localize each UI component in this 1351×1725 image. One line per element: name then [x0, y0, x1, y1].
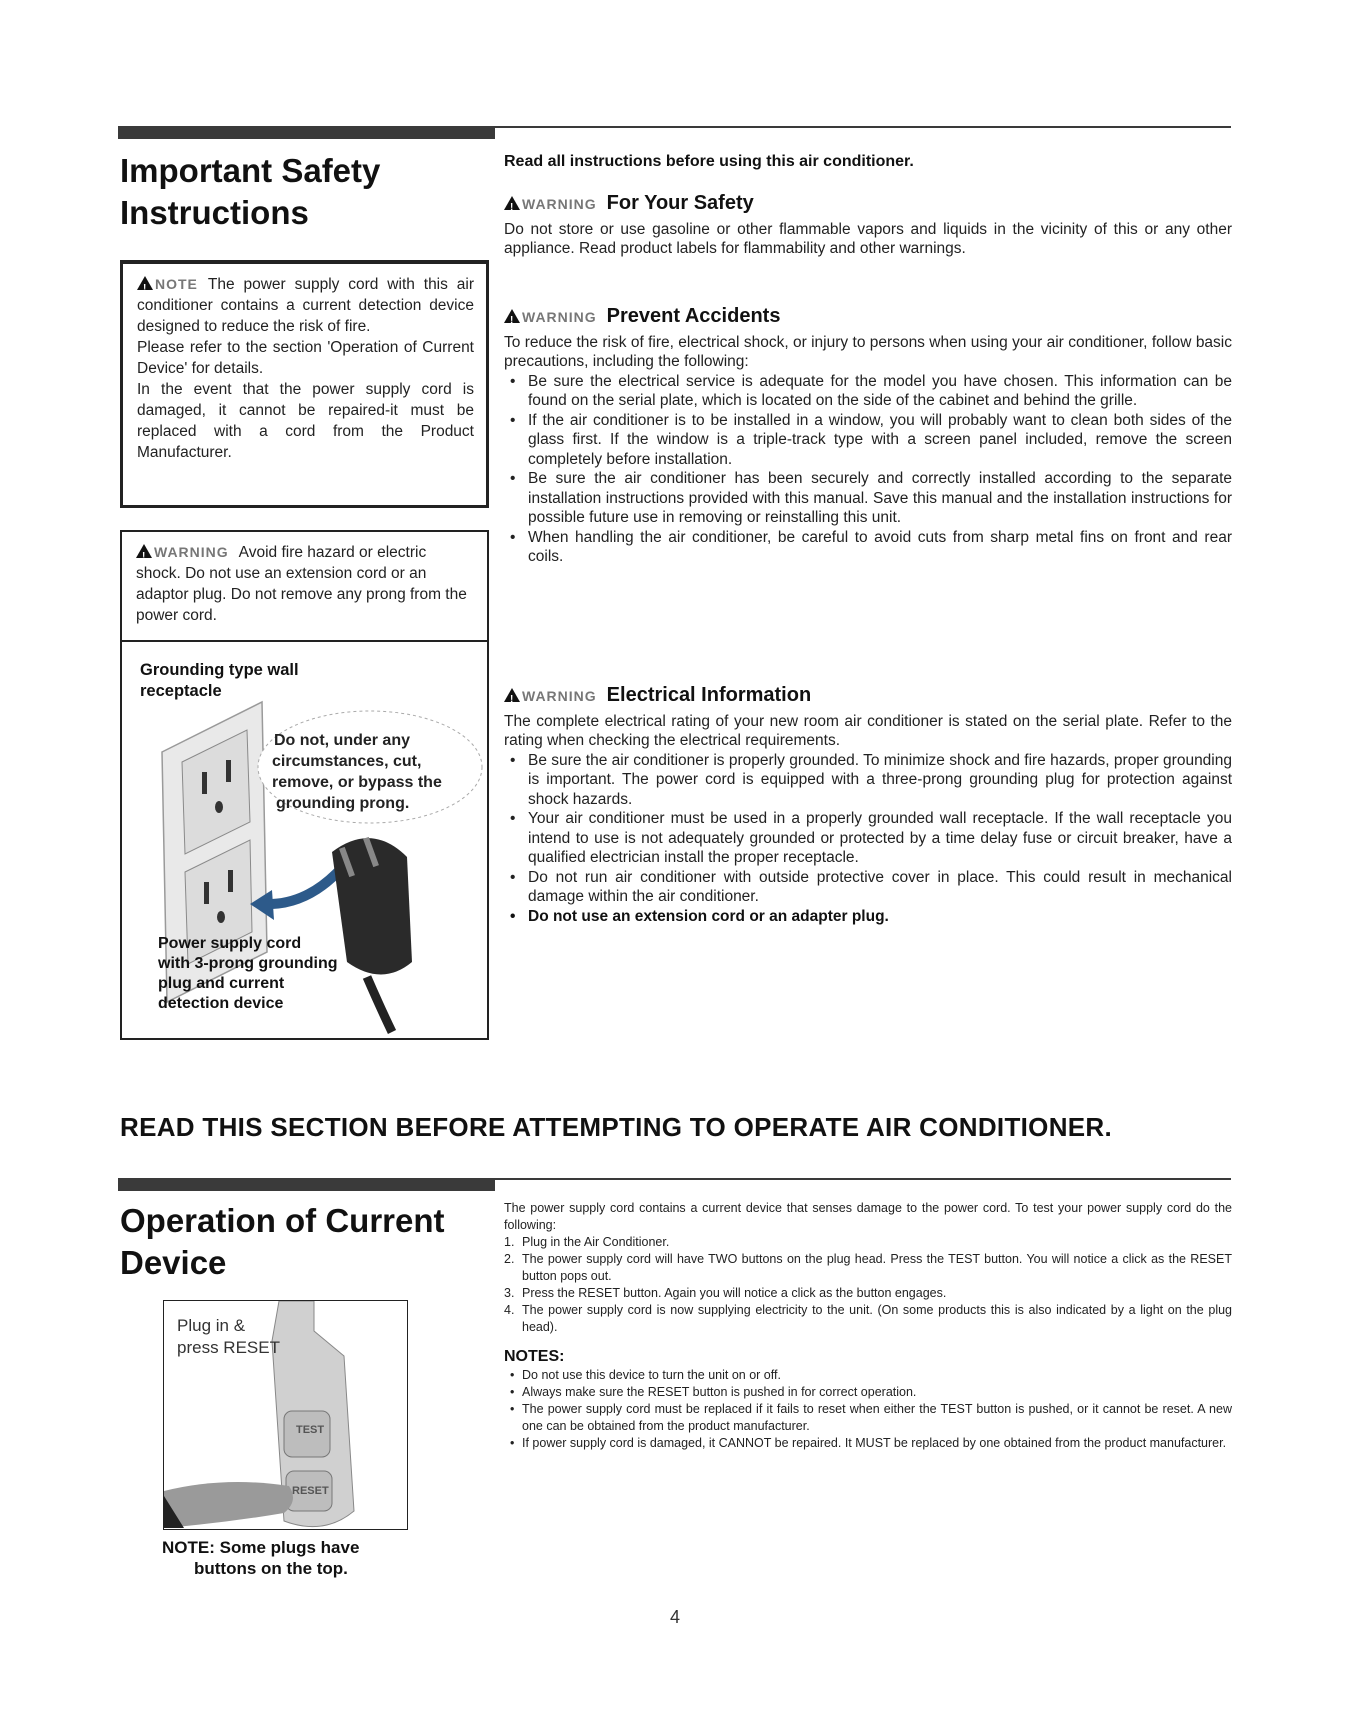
section-rule-thin: [495, 126, 1231, 128]
warning-triangle-icon: [504, 309, 520, 323]
accidents-block: [504, 307, 1232, 567]
safety-block: [504, 194, 1232, 259]
list-item: • Your air conditioner must be used in a properly grounded wall receptacle. If the wall receptacle you intend to use is not adequately grounded or protected by a time delay fuse or circuit breaker, have a qualified electrician install the proper receptacle.: [504, 809, 1232, 868]
list-item-bold: • Do not use an extension cord or an adapter plug.: [504, 907, 1232, 927]
step-item: 2. The power supply cord will have TWO buttons on the plug head. Press the TEST button. You will notice a click as the RESET button pops out.: [504, 1252, 1232, 1283]
operation-text: [504, 1200, 1232, 1452]
plug-figure: [163, 1300, 408, 1530]
test-button-label: TEST: [296, 1424, 325, 1436]
list-item: • The power supply cord must be replaced if it fails to reset when either the TEST button is pushed, or it cannot be reset. A new one can be obtained from the product manufacturer.: [504, 1401, 1232, 1435]
reset-button-label: RESET: [292, 1485, 329, 1497]
step-item: 4. The power supply cord is now supplying electricity to the unit. (On some products this is also indicated by a light on the plug head).: [504, 1303, 1232, 1334]
electrical-warning-tag: !WARNING: [504, 687, 597, 707]
plug-caption: NOTE: Some plugs have buttons on the top.: [162, 1538, 360, 1578]
warning-triangle-icon: [504, 196, 520, 210]
step-item: 3. Press the RESET button. Again you will notice a click as the button engages.: [504, 1286, 947, 1300]
note-box: [120, 260, 489, 508]
title-line-2: Device: [120, 1244, 227, 1281]
safety-heading: For Your Safety: [606, 192, 754, 214]
section-rule-dark: [118, 1178, 495, 1191]
section-rule-thin: [495, 1178, 1231, 1180]
safety-text: Do not store or use gasoline or other flammable vapors and liquids in the vicinity of this or any other appliance. Read product labels for flammability and other warnings.: [504, 220, 1232, 257]
section-title: [120, 1200, 445, 1284]
grounding-callout: Do not, under any circumstances, cut, remove, or bypass the grounding prong.: [272, 732, 442, 812]
note-paragraph-2: Please refer to the section 'Operation of Current Device' for details.: [137, 339, 474, 377]
warning-tag: !WARNING: [136, 542, 229, 563]
electrical-heading: Electrical Information: [606, 684, 812, 706]
list-item: • Be sure the air conditioner is properly grounded. To minimize shock and fire hazards, proper grounding is important. The power cord is equipped with a three-prong grounding plug for protection against shock hazards.: [504, 751, 1232, 810]
list-item: • Do not use this device to turn the unit on or off.: [504, 1367, 1232, 1384]
note-paragraph-3: In the event that the power supply cord is damaged, it cannot be repaired-it must be replaced with a cord from the Product Manufacturer.: [137, 381, 474, 461]
title-line-2: Instructions: [120, 194, 309, 231]
warning-text: Avoid fire hazard or electric shock. Do not use an extension cord or an adaptor plug. Do not remove any prong from the power cord.: [136, 544, 467, 624]
list-item: • Be sure the electrical service is adequate for the model you have chosen. This information can be found on the serial plate, which is located on the side of the cabinet and behind the grille.: [504, 372, 1232, 411]
list-item: • Do not run air conditioner with outside protective cover in place. This could result in mechanical damage within the air conditioner.: [504, 868, 1232, 907]
accidents-heading: Prevent Accidents: [606, 305, 781, 327]
warning-triangle-icon: [504, 688, 520, 702]
list-item: • If power supply cord is damaged, it CANNOT be repaired. It MUST be replaced by one obtained from the product manufacturer.: [504, 1435, 1232, 1452]
step-item: 1. Plug in the Air Conditioner.: [504, 1235, 670, 1249]
notes-heading: NOTES:: [504, 1348, 565, 1365]
page-title: [120, 150, 380, 234]
plug-label: Plug in & press RESET: [177, 1316, 280, 1357]
title-line-1: Operation of Current: [120, 1202, 445, 1239]
receptacle-label: Grounding type wall receptacle: [140, 661, 299, 700]
list-item: • Be sure the air conditioner has been securely and correctly installed according to the separate installation instructions provided with this manual. Save this manual and the installation instructions for possible future use in removing or reinstalling this unit.: [504, 469, 1232, 528]
warning-triangle-icon: [136, 544, 152, 558]
receptacle-figure: [120, 642, 489, 1040]
page-number: 4: [670, 1607, 681, 1627]
accidents-intro: To reduce the risk of fire, electrical shock, or injury to persons when using your air conditioner, follow basic precautions, including the following:: [504, 333, 1232, 370]
list-item: • Always make sure the RESET button is pushed in for correct operation.: [504, 1384, 1232, 1401]
intro-line: Read all instructions before using this air conditioner.: [504, 153, 914, 170]
list-item: • If the air conditioner is to be installed in a window, you will probably want to clean both sides of the glass first. If the window is a triple-track type with a screen panel included, remove the screen completely before installation.: [504, 411, 1232, 470]
warning-triangle-icon: [137, 276, 153, 290]
accidents-warning-tag: !WARNING: [504, 308, 597, 328]
safety-warning-tag: !WARNING: [504, 195, 597, 215]
power-cord-label: Power supply cord with 3-prong grounding plug and current detection device: [158, 935, 338, 1012]
warning-box: [120, 530, 489, 642]
electrical-intro: The complete electrical rating of your new room air conditioner is stated on the serial plate. Refer to the rating when checking the electrical requirements.: [504, 712, 1232, 749]
section-rule-dark: [118, 126, 495, 139]
operation-intro: The power supply cord contains a current device that senses damage to the power cord. To test your power supply cord do the following:: [504, 1201, 1232, 1232]
title-line-1: Important Safety: [120, 152, 381, 189]
electrical-block: [504, 686, 1232, 926]
note-paragraph-1: The power supply cord with this air conditioner contains a current detection device designed to reduce the risk of fire.: [137, 276, 474, 335]
operate-banner: READ THIS SECTION BEFORE ATTEMPTING TO OPERATE AIR CONDITIONER.: [120, 1112, 1113, 1142]
note-tag: !NOTE: [137, 274, 198, 295]
list-item: • When handling the air conditioner, be careful to avoid cuts from sharp metal fins on front and rear coils.: [504, 528, 1232, 567]
